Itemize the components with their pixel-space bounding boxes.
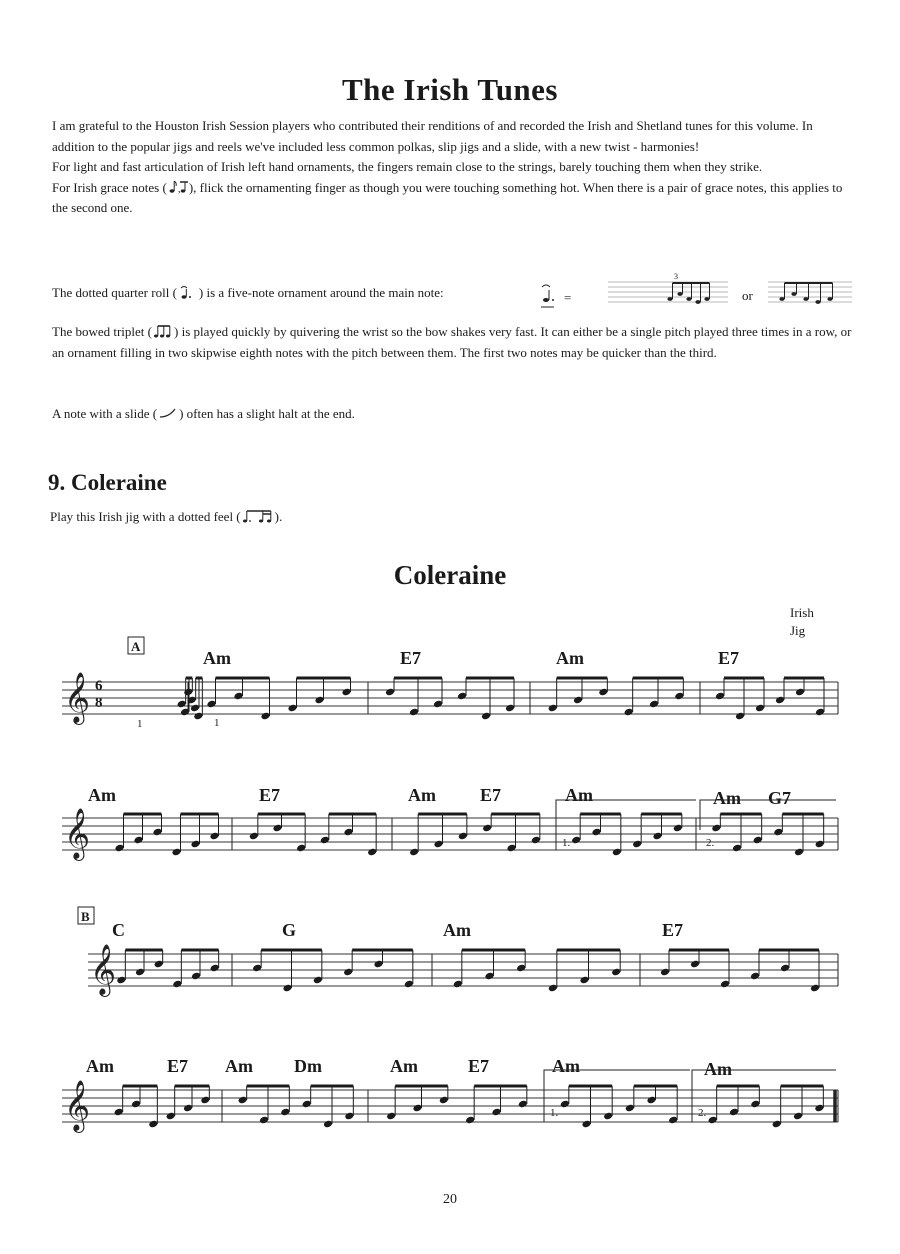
section-subtitle-end: ). xyxy=(274,509,283,524)
chord-symbol: G7 xyxy=(768,788,792,808)
intro-paragraph-2: For light and fast articulation of Irish left hand ornaments, the fingers remain close to the strings, barely touching them when they strike. xyxy=(52,159,763,174)
chord-symbol: E7 xyxy=(468,1056,490,1076)
grace-note-symbol xyxy=(167,179,189,195)
chord-symbol: Am xyxy=(713,788,741,808)
roll-or: or xyxy=(742,288,753,303)
chord-symbol: Am xyxy=(225,1056,253,1076)
treble-clef-icon: 𝄞 xyxy=(64,1080,91,1131)
roll-text xyxy=(52,284,444,301)
roll-row xyxy=(52,272,852,316)
roll-main-note-figure xyxy=(538,278,578,314)
roll-text-end: ) is a five-note ornament around the main note: xyxy=(198,285,444,300)
fingering: 1 xyxy=(137,718,143,730)
treble-clef-icon: 𝄞 xyxy=(90,944,117,995)
chord-symbol: Am xyxy=(704,1059,732,1079)
chord-symbol: E7 xyxy=(718,648,740,668)
time-signature-top: 6 xyxy=(95,678,103,694)
svg-text:3: 3 xyxy=(674,272,678,281)
triplet-text-start: The bowed triplet ( xyxy=(52,324,152,339)
section-subtitle xyxy=(50,508,282,525)
ending-2: 2. xyxy=(698,1107,707,1119)
treble-clef-icon: 𝄞 xyxy=(64,672,91,723)
chord-symbol: Am xyxy=(86,1056,114,1076)
time-signature-bottom: 8 xyxy=(95,695,103,711)
chord-symbol: Am xyxy=(408,785,436,805)
bowed-triplet-symbol xyxy=(152,323,174,339)
roll-expansion-2 xyxy=(768,272,852,314)
page-number: 20 xyxy=(443,1192,457,1207)
slide-symbol xyxy=(157,405,179,421)
roll-symbol xyxy=(177,284,199,300)
roll-text-start: The dotted quarter roll ( xyxy=(52,285,177,300)
chord-row-3 xyxy=(112,920,683,940)
measure xyxy=(116,950,219,988)
staff xyxy=(62,1080,838,1133)
chord-symbol: C xyxy=(112,920,125,940)
chord-symbol: Am xyxy=(88,785,116,805)
intro-p3-start: For Irish grace notes ( xyxy=(52,179,167,195)
tune-title: Coleraine xyxy=(393,560,507,590)
ending-2: 2. xyxy=(706,837,715,849)
intro-text xyxy=(52,116,852,219)
chord-row-1 xyxy=(203,648,739,668)
triplet-text-end: ) is played quickly by quivering the wrist so the bow shakes very fast. It can either be a single pitch played three times in a row, or an ornament filling in two skipwise eighth notes with the pitch between them. The first two notes may be quicker than the third. xyxy=(52,324,852,360)
sheet-music xyxy=(0,620,900,1160)
triplet-paragraph xyxy=(52,322,852,363)
chord-symbol: E7 xyxy=(167,1056,189,1076)
tune-style-line-1: Irish xyxy=(790,605,814,620)
measure xyxy=(386,1086,528,1124)
page-title: The Irish Tunes xyxy=(342,72,558,107)
chord-symbol: Am xyxy=(556,648,584,668)
chord-symbol: E7 xyxy=(400,648,422,668)
roll-equals: = xyxy=(564,290,572,305)
section-heading: 9. Coleraine xyxy=(48,470,167,495)
slide-text-end: ) often has a slight halt at the end. xyxy=(179,406,355,421)
chord-symbol: Am xyxy=(390,1056,418,1076)
ending-1: 1. xyxy=(550,1107,559,1119)
section-subtitle-start: Play this Irish jig with a dotted feel ( xyxy=(50,509,241,524)
chord-row-4 xyxy=(86,1056,732,1079)
slide-paragraph xyxy=(52,405,355,422)
chord-symbol: Dm xyxy=(294,1056,322,1076)
dotted-feel-symbol xyxy=(241,508,275,524)
chord-symbol: Am xyxy=(443,920,471,940)
chord-symbol: G xyxy=(282,920,297,940)
intro-paragraph-3 xyxy=(52,178,852,219)
roll-expansion-1 xyxy=(608,272,728,314)
intro-p3-end: ), flick the ornamenting finger as though you were touching something hot. When there is a pair of grace notes, this applies to the second one. xyxy=(52,179,843,215)
chord-symbol: E7 xyxy=(259,785,281,805)
intro-paragraph-1: I am grateful to the Houston Irish Session players who contributed their renditions of and recorded the Irish and Shetland tunes for this volume. In addition to the popular jigs and reels we've included less common polkas, slip jigs and a slide, with a new twist - harmonies! xyxy=(52,118,813,154)
tune-style-line-2: Jig xyxy=(790,623,806,638)
chord-row-2 xyxy=(88,785,791,808)
svg-text:,: , xyxy=(177,183,181,195)
rehearsal-mark-a: A xyxy=(131,639,141,654)
chord-symbol: Am xyxy=(552,1056,580,1076)
measure xyxy=(548,678,685,716)
chord-symbol: Am xyxy=(203,648,231,668)
slide-text-start: A note with a slide ( xyxy=(52,406,158,421)
chord-symbol: Am xyxy=(565,785,593,805)
rehearsal-mark-b: B xyxy=(81,909,90,924)
chord-symbol: E7 xyxy=(662,920,684,940)
treble-clef-icon: 𝄞 xyxy=(64,808,91,859)
chord-symbol: E7 xyxy=(480,785,502,805)
ending-1: 1. xyxy=(562,837,571,849)
fingering: 1 xyxy=(214,717,220,729)
